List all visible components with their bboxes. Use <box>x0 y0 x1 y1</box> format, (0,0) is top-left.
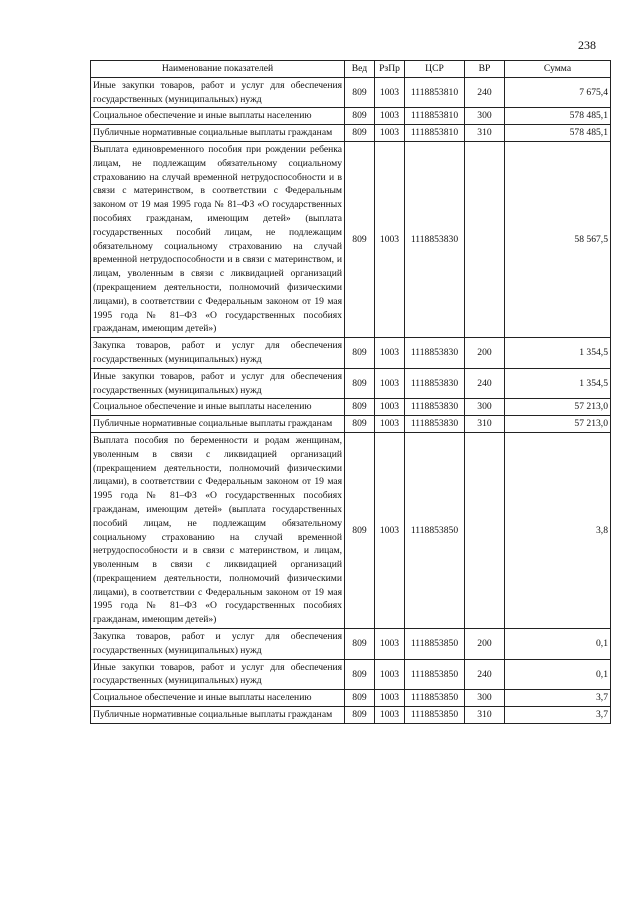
row-ved: 809 <box>345 141 375 337</box>
row-ved: 809 <box>345 368 375 399</box>
row-name: Закупка товаров, работ и услуг для обеспечения государственных (муниципальных) нужд <box>91 338 345 369</box>
table-row <box>91 368 611 399</box>
row-ved: 809 <box>345 659 375 690</box>
row-vr: 240 <box>465 659 505 690</box>
row-sum: 578 485,1 <box>505 125 611 142</box>
row-ved: 809 <box>345 690 375 707</box>
row-name: Социальное обеспечение и иные выплаты населению <box>91 690 345 707</box>
table-row <box>91 690 611 707</box>
row-csr: 1118853810 <box>405 125 465 142</box>
row-csr: 1118853850 <box>405 432 465 628</box>
row-sum: 1 354,5 <box>505 338 611 369</box>
page-number: 238 <box>578 38 596 52</box>
row-vr: 310 <box>465 416 505 433</box>
table-row <box>91 338 611 369</box>
row-ved: 809 <box>345 399 375 416</box>
table-row <box>91 416 611 433</box>
row-name: Выплата единовременного пособия при рождении ребенка лицам, не подлежащим обязательному социальному страхованию на случай временной нетрудоспособности и в связи с материнством, в соответствии с Федеральным законом от 19 мая 1995 года № 81–ФЗ «О государственных пособиях гражданам, имеющим детей» (выплата государственных пособий лицам, не подлежащим обязательному социальному страхованию на случай временной нетрудоспособности и в связи с материнством, и лицам, уволенным в связи с ликвидацией организаций (прекращением деятельности, полномочий физическими лицами), в соответствии с Федеральным законом от 19 мая 1995 года № 81–ФЗ «О государственных пособиях гражданам, имеющим детей») <box>91 141 345 337</box>
row-name: Иные закупки товаров, работ и услуг для обеспечения государственных (муниципальных) нужд <box>91 77 345 108</box>
row-rzpr: 1003 <box>375 659 405 690</box>
budget-table <box>90 60 611 724</box>
row-ved: 809 <box>345 125 375 142</box>
row-csr: 1118853850 <box>405 659 465 690</box>
row-sum: 58 567,5 <box>505 141 611 337</box>
row-rzpr: 1003 <box>375 416 405 433</box>
table-row <box>91 707 611 724</box>
row-sum: 0,1 <box>505 659 611 690</box>
table-row <box>91 125 611 142</box>
header-vr: ВР <box>465 61 505 78</box>
row-csr: 1118853830 <box>405 416 465 433</box>
row-rzpr: 1003 <box>375 690 405 707</box>
row-sum: 3,8 <box>505 432 611 628</box>
row-ved: 809 <box>345 77 375 108</box>
header-sum: Сумма <box>505 61 611 78</box>
row-sum: 57 213,0 <box>505 399 611 416</box>
row-sum: 3,7 <box>505 707 611 724</box>
table-row <box>91 77 611 108</box>
table-row <box>91 399 611 416</box>
row-csr: 1118853830 <box>405 399 465 416</box>
row-csr: 1118853830 <box>405 141 465 337</box>
row-ved: 809 <box>345 416 375 433</box>
row-name: Социальное обеспечение и иные выплаты населению <box>91 399 345 416</box>
header-rzpr: РзПр <box>375 61 405 78</box>
row-rzpr: 1003 <box>375 125 405 142</box>
row-ved: 809 <box>345 629 375 660</box>
row-rzpr: 1003 <box>375 707 405 724</box>
row-rzpr: 1003 <box>375 108 405 125</box>
row-name: Публичные нормативные социальные выплаты гражданам <box>91 416 345 433</box>
row-rzpr: 1003 <box>375 338 405 369</box>
row-vr: 240 <box>465 368 505 399</box>
header-name: Наименование показателей <box>91 61 345 78</box>
row-ved: 809 <box>345 108 375 125</box>
row-name: Социальное обеспечение и иные выплаты населению <box>91 108 345 125</box>
row-csr: 1118853830 <box>405 368 465 399</box>
row-csr: 1118853850 <box>405 629 465 660</box>
row-vr: 300 <box>465 399 505 416</box>
row-ved: 809 <box>345 707 375 724</box>
row-sum: 1 354,5 <box>505 368 611 399</box>
row-vr: 300 <box>465 690 505 707</box>
row-name: Выплата пособия по беременности и родам женщинам, уволенным в связи с ликвидацией организаций (прекращением деятельности, полномочий физическими лицами), в соответствии с Федеральным законом от 19 мая 1995 года № 81–ФЗ «О государственных пособиях гражданам, имеющим детей» (выплата государственных пособий лицам, не подлежащим обязательному социальному страхованию на случай временной нетрудоспособности и в связи с материнством, и лицам, уволенным в связи с ликвидацией организаций (прекращением деятельности, полномочий физическими лицами), в соответствии с Федеральным законом от 19 мая 1995 года № 81–ФЗ «О государственных пособиях гражданам, имеющим детей») <box>91 432 345 628</box>
header-csr: ЦСР <box>405 61 465 78</box>
table-row <box>91 659 611 690</box>
row-rzpr: 1003 <box>375 432 405 628</box>
row-rzpr: 1003 <box>375 77 405 108</box>
row-csr: 1118853810 <box>405 108 465 125</box>
row-rzpr: 1003 <box>375 141 405 337</box>
row-csr: 1118853810 <box>405 77 465 108</box>
row-vr <box>465 141 505 337</box>
row-rzpr: 1003 <box>375 399 405 416</box>
row-csr: 1118853850 <box>405 707 465 724</box>
row-rzpr: 1003 <box>375 368 405 399</box>
row-name: Иные закупки товаров, работ и услуг для обеспечения государственных (муниципальных) нужд <box>91 368 345 399</box>
row-ved: 809 <box>345 338 375 369</box>
row-csr: 1118853850 <box>405 690 465 707</box>
row-name: Закупка товаров, работ и услуг для обеспечения государственных (муниципальных) нужд <box>91 629 345 660</box>
row-sum: 7 675,4 <box>505 77 611 108</box>
row-vr: 200 <box>465 629 505 660</box>
row-vr <box>465 432 505 628</box>
table-row <box>91 108 611 125</box>
row-rzpr: 1003 <box>375 629 405 660</box>
row-sum: 578 485,1 <box>505 108 611 125</box>
row-vr: 310 <box>465 125 505 142</box>
row-csr: 1118853830 <box>405 338 465 369</box>
row-vr: 300 <box>465 108 505 125</box>
table-header-row <box>91 61 611 78</box>
header-ved: Вед <box>345 61 375 78</box>
row-sum: 3,7 <box>505 690 611 707</box>
table-row <box>91 629 611 660</box>
row-vr: 200 <box>465 338 505 369</box>
table-row <box>91 141 611 337</box>
row-name: Публичные нормативные социальные выплаты гражданам <box>91 707 345 724</box>
row-sum: 57 213,0 <box>505 416 611 433</box>
row-name: Иные закупки товаров, работ и услуг для обеспечения государственных (муниципальных) нужд <box>91 659 345 690</box>
row-vr: 240 <box>465 77 505 108</box>
row-name: Публичные нормативные социальные выплаты гражданам <box>91 125 345 142</box>
row-vr: 310 <box>465 707 505 724</box>
table-row <box>91 432 611 628</box>
row-sum: 0,1 <box>505 629 611 660</box>
row-ved: 809 <box>345 432 375 628</box>
